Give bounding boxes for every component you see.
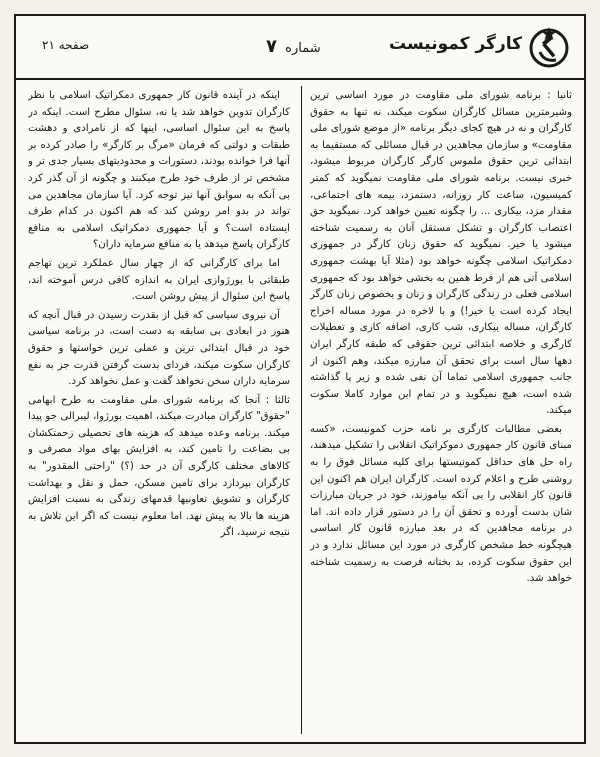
masthead: [16, 16, 584, 80]
issue-value: ۷: [266, 36, 277, 57]
newspaper-page: [14, 14, 586, 744]
paragraph: ثانیا : برنامه شورای ملی مقاومت در مورد اساسی ترین وشیرمترین مسائل کارگران سکوت میکند، نه تنها به حقوق کارگران و نه در هیچ کجای دیگر برنامه «از موضع شورای ملی مقاومت» و سازمان مجاهدین در قبال مسائلی که مستقیما به ابتدائی ترین حقوق ملموس کارگر کارگران مربوط میشود، خبری نیست. برنامه شورای ملی مقاومت نمیگوید که کمتر کمیسیون، ساعت کار روزانه، دستمزد، بیمه های اجتماعی، مقدار مزد، بیکاری ... را چگونه تعیین خواهد کرد. نمیگوید حق اعتصاب کارگران و تشکل مستقل آنان به رسمیت شناخته میشود یا خیر. نمیگوید که حقوق زنان کارگر در جمهوری دمکراتیک اسلامی چگونه خواهد بود (مثلا آیا بهشت جمهوری اسلامی آتی هم از فرط همین به بخشی خواهد بود که جمهوری اسلامی فعلی در زندگی کارگران و زنان و بخصوص زنان کارگر ایجاد کرده است یا خیر!) و با لاخره در مورد مساله اخراج کارگران، مساله بیکاری، شب کاری، اضافه کاری و تعطیلات کارگری و خلاصه ابتدائی ترین حقوقی که طبقه کارگر ایران دهها سال است برای تحقق آن مبارزه میکند، وهم اکنون از جانب جمهوری اسلامی تماما آن نفی شده و زیر پا گذاشته شده است، هیچ نمیگوید و در تمام این موارد کاملا سکوت میکند.: [310, 90, 572, 417]
hammer-sickle-star-logo-icon: [528, 24, 570, 70]
paragraph: ثالثا : آنجا که برنامه شورای ملی مقاومت به طرح ابهامی "حقوق" کارگران مبادرت میکند، اهمیت بورژوا، لیبرالی جو پیدا میکند. برنامه وعده میدهد که هزینه های تحصیلی زحمتکشان بی بضاعت را تامین کند، به افزایش بهای مواد مصرفی و کالاهای مختلف کارگری آن در حد (؟) "راحتی المقدور" به کارگران بپردازد برای تامین مسکن، حمل و نقل و بهداشت کارگران و تشویق تعاونیها قدمهای زندگی به نسبت افزایش هزینه ها بالا به پیش نهد. اما معلوم نیست که اگر این تلاش به نتیجه نرسید، اگر: [28, 394, 290, 539]
issue-label: شماره: [285, 41, 321, 56]
paragraph: آن نیروی سیاسی که قبل از بقدرت رسیدن در قبال آنچه که هنوز در ابعادی بی سابقه به دست است، در برنامه سیاسی خود در قبال ابتدائی ترین و عملی ترین خواستها و حقوق کارگران سکوت میکند، فردای بدست گرفتن قدرت جز به نفع سرمایه داران سخن نخواهد گفت و عمل نخواهد کرد.: [28, 309, 290, 388]
paragraph: اینکه در آینده قانون کار جمهوری دمکراتیک اسلامی با نظر کارگران تدوین خواهد شد یا نه، سئوال مطرح است. اینکه در پاسخ به این سئوال اساسی، اینها که از نامرادی و دهشت طبقات و دولتی که فرمان «مرگ بر کارگر» را صادر کرده بر آنها فرا خوانده بودند، دستورات و محدودیتهای بسیار جدی تر و مشخص تر از طرف خود طرح میکنند و چگونه از آن گذر کرد بی آنکه به سوابق آنها نیز توجه کرد. آیا سازمان مجاهدین می تواند در بدو امر روشن کند که هم اکنون در کدام طرف ایستاده است؟ و آیا جمهوری دمکراتیک اسلامی به منافع کارگران پاسخ میدهد یا به منافع سرمایه داران؟: [28, 90, 290, 251]
paragraph: بعضی مطالبات کارگری بر نامه حزب کمونیست، «کسه مبنای قانون کار جمهوری دموکراتیک انقلابی را تشکیل میدهند، راه حل های حداقل کمونیستها برای کلیه مسائل فوق را به روشنی طرح و اعلام کرده است. کارگران ایران هم اکنون این قانون کار انقلابی را بی آنکه بیاموزند، خود در جریان مبارزات شان بدست آورده و تحقق آن را در دستور قرار داده اند. اما در برنامه مجاهدین که در بعد مبارزه قانون کار اساسی هیچگونه خط مشخص کارگری در مورد این مسائل ندارد و در این حقوق سکوت کرده، بد بختانه فرصت به رسمیت شناخته خواهد شد.: [310, 423, 572, 585]
issue-number: [266, 36, 321, 57]
right-column: [310, 88, 572, 732]
page-number: صفحه ۲۱: [42, 38, 90, 52]
left-column: [28, 88, 290, 732]
paper-name: کارگر کمونیست: [389, 34, 522, 54]
paragraph: اما برای کارگرانی که از چهار سال عملکرد ترین تهاجم طبقاتی با بورژوازی ایران به اندازه کافی درس آموخته اند، پاسخ این سئوال از پیش روشن است.: [28, 257, 290, 303]
column-divider: [301, 86, 302, 734]
